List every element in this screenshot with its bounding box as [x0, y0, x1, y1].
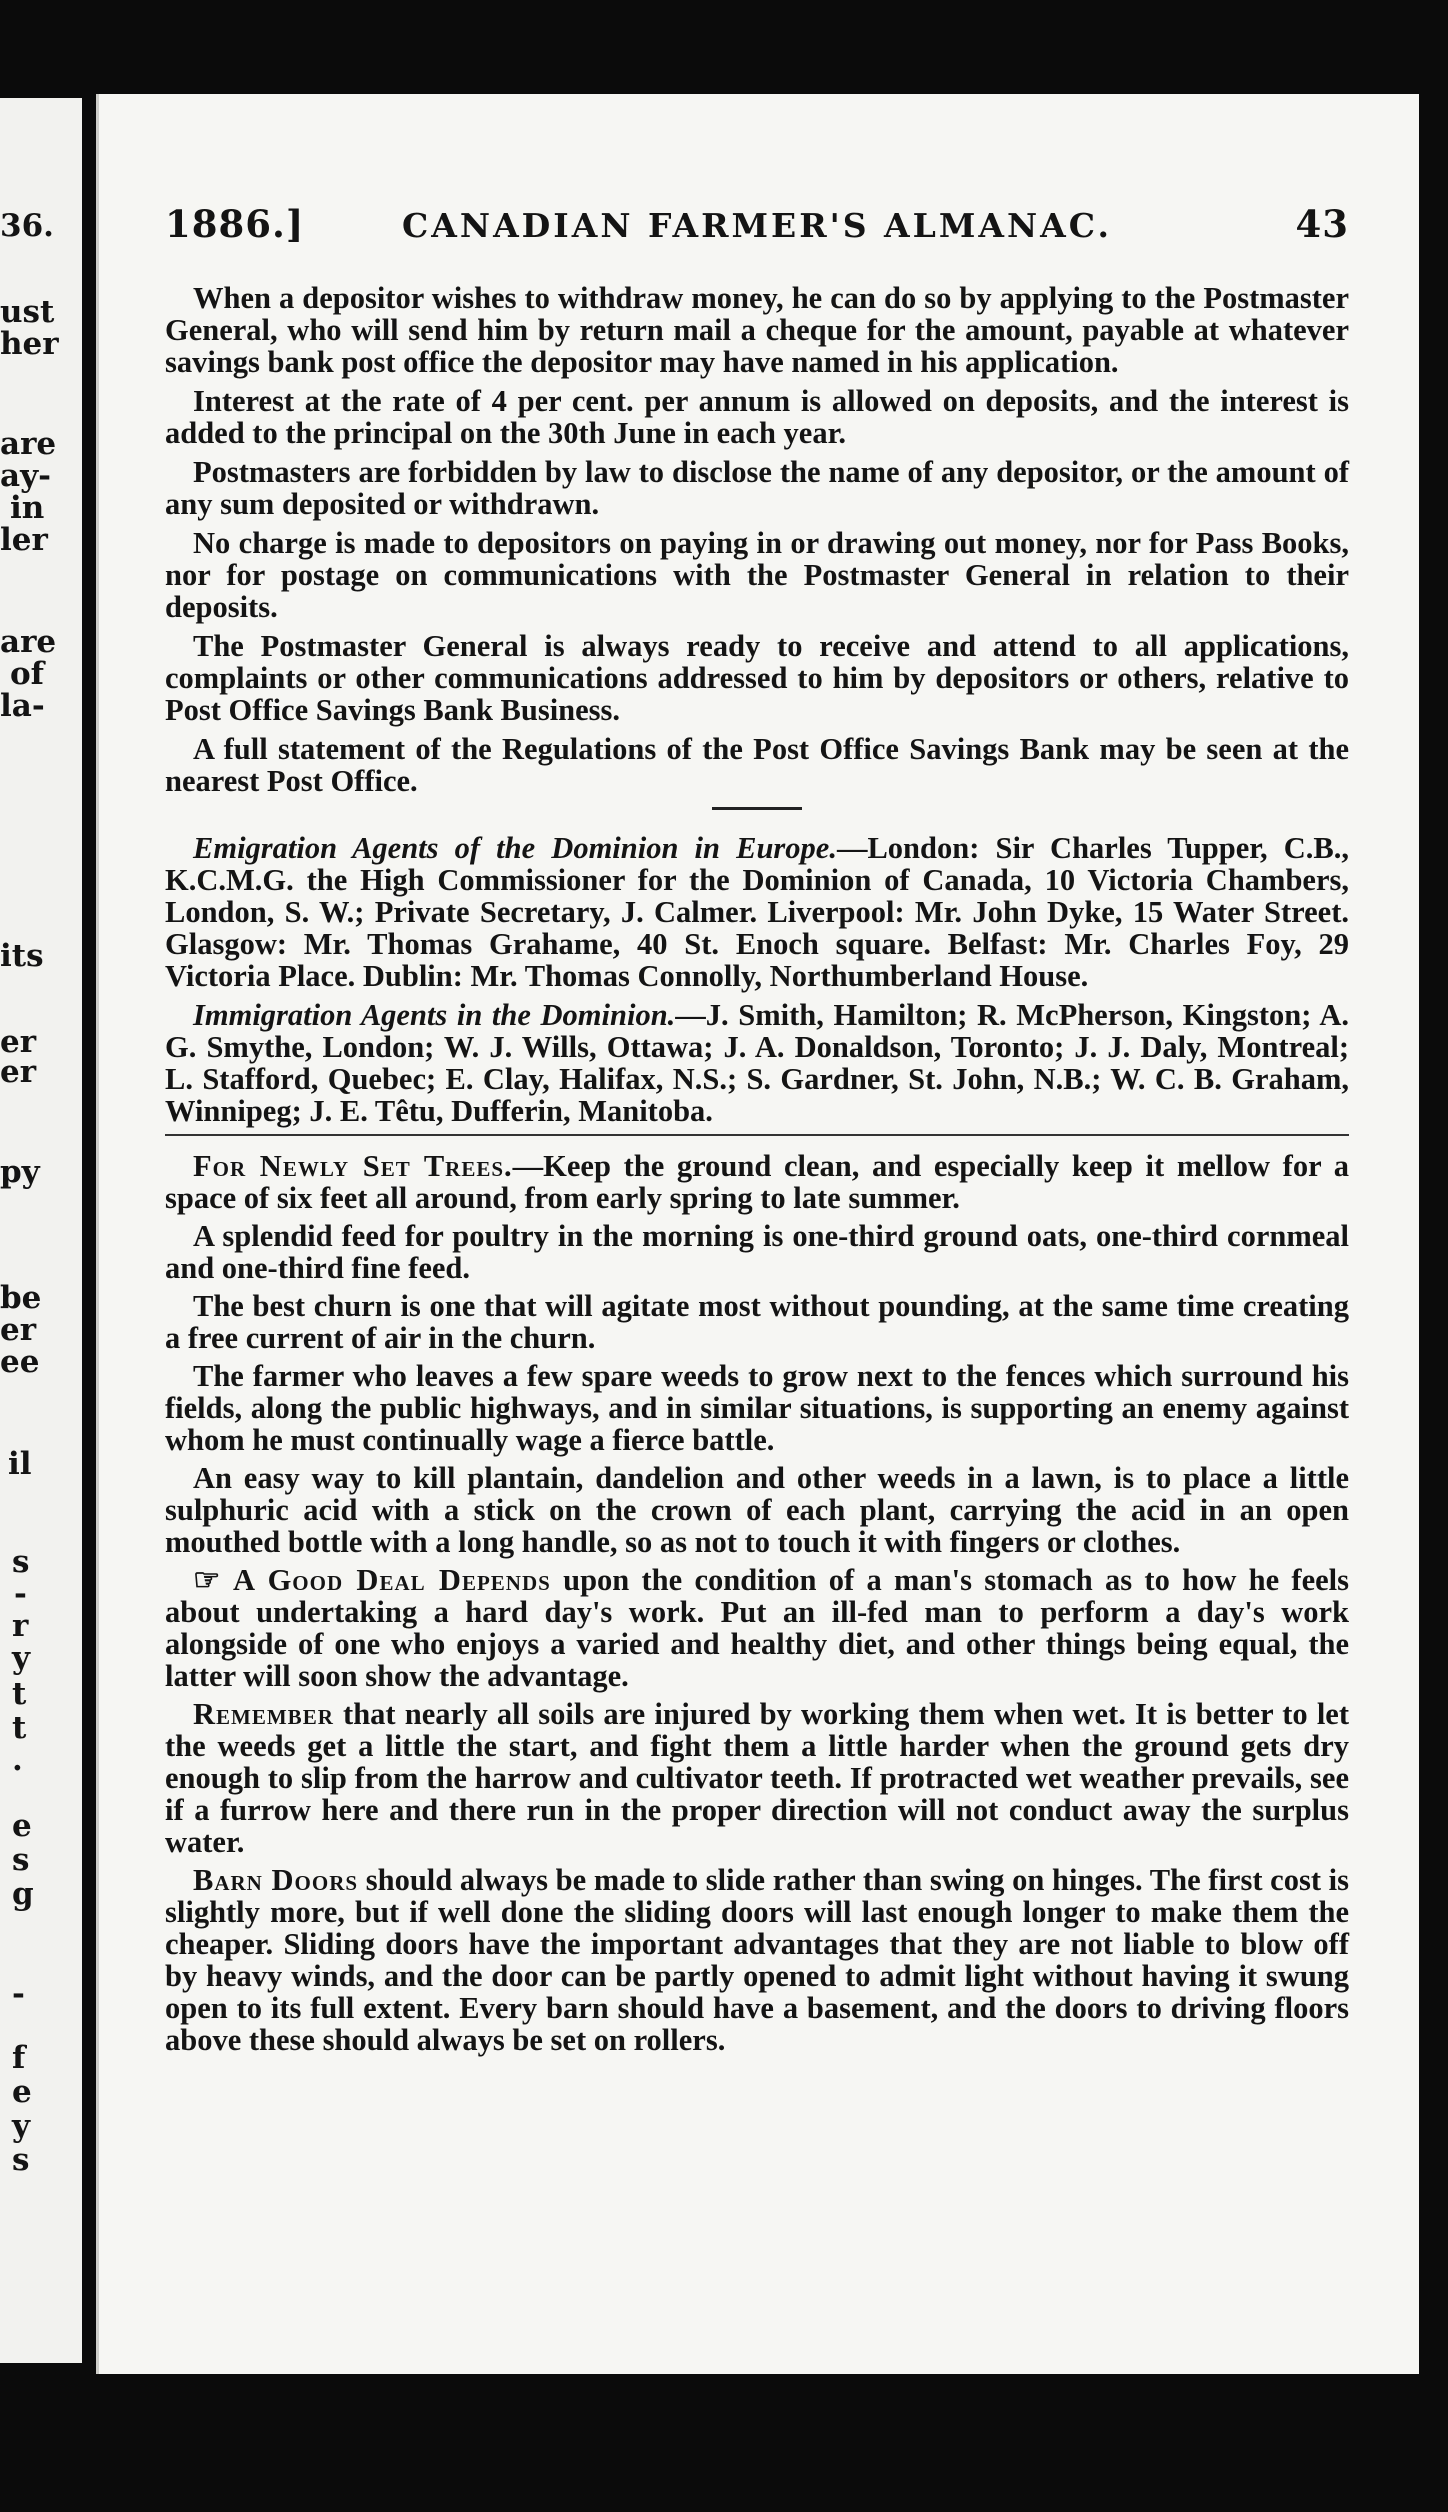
paragraph-immigration-agents	[165, 999, 1349, 1127]
fragment: s	[12, 1544, 30, 1580]
fragment: ler	[0, 522, 48, 558]
fragment: er	[0, 1054, 37, 1090]
fragment: t	[12, 1676, 27, 1712]
fragment: y	[12, 2108, 31, 2144]
fragment: il	[8, 1446, 32, 1482]
page-number: 43	[1295, 202, 1349, 246]
fragment: r	[12, 1608, 29, 1644]
fragment: in	[10, 490, 45, 526]
paragraph-trees	[165, 1150, 1349, 1214]
paragraph-good-deal	[165, 1564, 1349, 1692]
fragment: e	[12, 2074, 32, 2110]
paragraph-interest: Interest at the rate of 4 per cent. per annum is allowed on deposits, and the interest is added to the principal on the 30th June in each year.	[165, 384, 1349, 450]
fragment: s	[12, 2142, 30, 2178]
header-year: 1886.]	[165, 202, 305, 246]
paragraph-remember	[165, 1698, 1349, 1858]
fragment: are	[0, 624, 57, 660]
page-body	[165, 282, 1349, 2062]
fragment: s	[12, 1842, 30, 1878]
fragment: e	[12, 1808, 32, 1844]
trees-text: —Keep the ground clean, and especially keep it mellow for a space of six feet all around, from early spring to late summer.	[165, 1149, 1349, 1215]
barn-doors-text: should always be made to slide rather than swing on hinges. The first cost is slightly more, but if well done the sliding doors will last enough longer to make them the cheaper. Sliding doors have the important advantages that they are not liable to blow off by heavy winds, and the door can be partly opened to admit light without having it swung open to its full extent. Every barn should have a basement, and the doors to driving floors above these should always be set on rollers.	[165, 1863, 1349, 2057]
fragment: f	[12, 2040, 26, 2076]
trees-heading: For Newly Set Trees.	[193, 1149, 513, 1183]
running-header	[165, 202, 1349, 252]
section-divider	[712, 807, 802, 810]
fragment: y	[12, 1640, 31, 1676]
fragment: are	[0, 426, 57, 462]
paragraph-churn: The best churn is one that will agitate most without pounding, at the same time creating a free current of air in the churn.	[165, 1289, 1349, 1355]
fragment: t	[12, 1710, 27, 1746]
fragment: ee	[0, 1344, 40, 1380]
almanac-page	[96, 94, 1419, 2374]
paragraph-regulations: A full statement of the Regulations of the Post Office Savings Bank may be seen at the nearest Post Office.	[165, 732, 1349, 798]
paragraph-plantain: An easy way to kill plantain, dandelion and other weeds in a lawn, is to place a little sulphuric acid with a stick on the crown of each plant, carrying the acid in an open mouthed bottle with a long handle, so as not to touch it with fingers or clothes.	[165, 1461, 1349, 1559]
horizontal-rule	[165, 1134, 1349, 1136]
good-deal-text: upon the condition of a man's stomach as to how he feels about undertaking a hard day's work. Put an ill-fed man to perform a day's work alongside of one who enjoys a varied and healthy diet, and other things being equal, the latter will soon show the advantage.	[165, 1563, 1349, 1693]
fragment: er	[0, 1312, 37, 1348]
fragment: er	[0, 1024, 37, 1060]
paragraph-poultry: A splendid feed for poultry in the morning is one-third ground oats, one-third cornmeal and one-third fine feed.	[165, 1219, 1349, 1285]
barn-doors-heading: Barn Doors	[193, 1863, 359, 1897]
paragraph-postmasters: Postmasters are forbidden by law to disclose the name of any depositor, or the amount of any sum deposited or withdrawn.	[165, 455, 1349, 521]
emigration-text: —London: Sir Charles Tupper, C.B., K.C.M.G. the High Commissioner for the Dominion of Canada, 10 Victoria Chambers, London, S. W.; Private Secretary, J. Calmer. Liverpool: Mr. John Dyke, 15 Water Street. Glasgow: Mr. Thomas Grahame, 40 St. Enoch square. Belfast: Mr. Charles Foy, 29 Victoria Place. Dublin: Mr. Thomas Connolly, Northumberland House.	[165, 831, 1349, 993]
good-deal-heading: ☞ A Good Deal Depends	[193, 1563, 551, 1597]
paragraph-no-charge: No charge is made to depositors on paying in or drawing out money, nor for Pass Books, nor for postage on communications with the Postmaster General in relation to their deposits.	[165, 526, 1349, 624]
fragment: ay-	[0, 458, 51, 494]
adjacent-page-edge	[0, 98, 82, 2363]
paragraph-postmaster-general: The Postmaster General is always ready to receive and attend to all applications, complaints or other communications addressed to him by depositors or others, relative to Post Office Savings Bank Business.	[165, 629, 1349, 727]
fragment: la-	[0, 688, 45, 724]
paragraph-weeds: The farmer who leaves a few spare weeds to grow next to the fences which surround his fields, along the public highways, and in similar situations, is supporting an enemy against whom he must continually wage a fierce battle.	[165, 1359, 1349, 1457]
fragment: her	[0, 326, 59, 362]
fragment: be	[0, 1280, 42, 1316]
immigration-text: —J. Smith, Hamilton; R. McPherson, Kingston; A. G. Smythe, London; W. J. Wills, Ottawa; J. A. Donaldson, Toronto; J. J. Daly, Montreal; L. Stafford, Quebec; E. Clay, Halifax, N.S.; S. Gardner, St. John, N.B.; W. C. B. Graham, Winnipeg; J. E. Têtu, Dufferin, Manitoba.	[165, 998, 1349, 1128]
fragment: of	[10, 656, 45, 692]
fragment: .	[12, 1742, 23, 1778]
fragment: py	[0, 1154, 40, 1190]
remember-heading: Remember	[193, 1697, 334, 1731]
paragraph-emigration-agents	[165, 832, 1349, 992]
fragment: 36.	[0, 208, 54, 244]
immigration-heading: Immigration Agents in the Dominion.	[193, 998, 676, 1032]
fragment: -	[14, 1576, 27, 1612]
fragment: its	[0, 938, 44, 974]
paragraph-withdraw: When a depositor wishes to withdraw money, he can do so by applying to the Postmaster General, who will send him by return mail a cheque for the amount, payable at whatever savings bank post office the depositor may have named in his application.	[165, 281, 1349, 379]
remember-text: that nearly all soils are injured by working them when wet. It is better to let the weeds get a little the start, and fight them a little harder when the ground gets dry enough to slip from the harrow and cultivator teeth. If protracted wet weather prevails, see if a furrow here and there run in the proper direction will not conduct away the surplus water.	[165, 1697, 1349, 1859]
paragraph-barn-doors	[165, 1864, 1349, 2056]
emigration-heading: Emigration Agents of the Dominion in Europe.	[193, 831, 837, 865]
header-title: CANADIAN FARMER'S ALMANAC.	[402, 206, 1112, 245]
fragment: ust	[0, 294, 55, 330]
fragment: -	[12, 1976, 25, 2012]
fragment: g	[12, 1876, 34, 1912]
